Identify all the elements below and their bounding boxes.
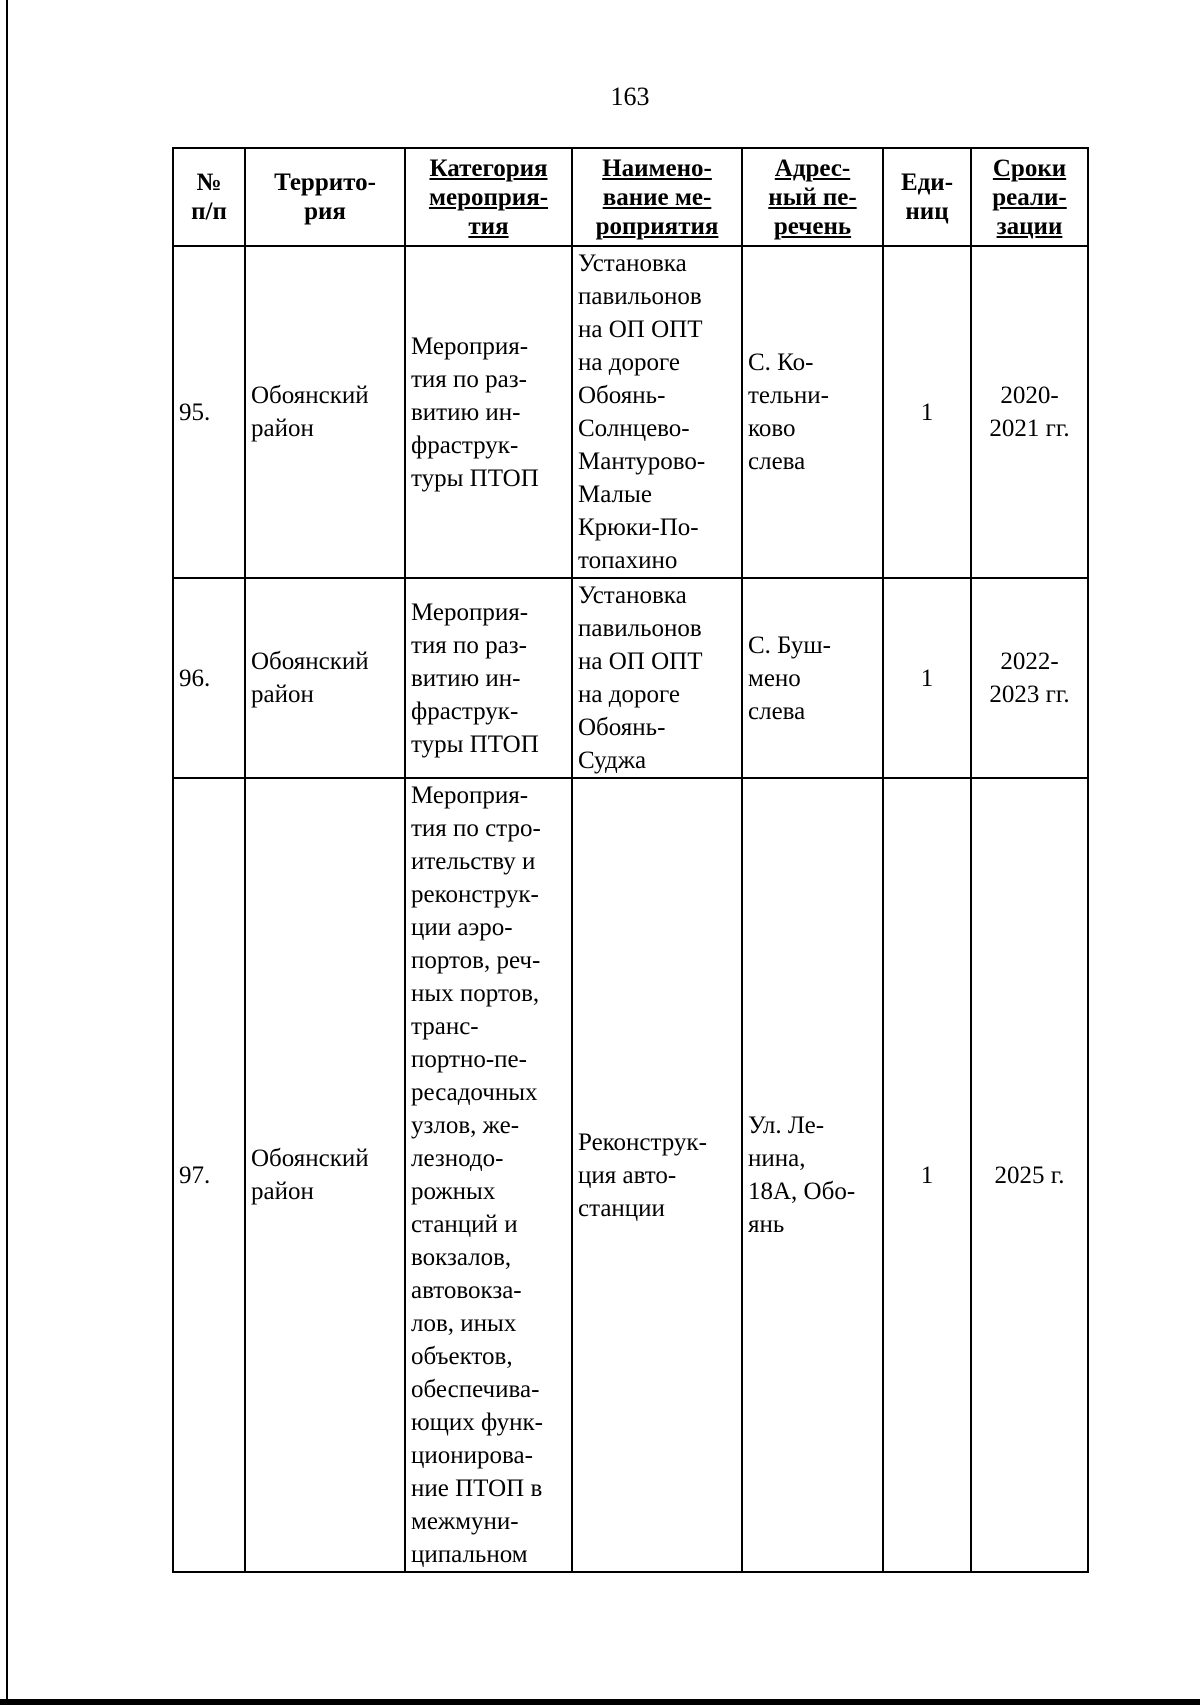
header-num: № п/п [173,148,245,246]
cell-name: Установка павильонов на ОП ОПТ на дороге Обоянь- Солнцево- Мантурово- Малые Крюки-По- топахино [572,246,742,578]
cell-category: Мероприя- тия по стро- ительству и реконструк- ции аэро- портов, реч- ных портов, транс- портно-пе- ресадочных узлов, же- лезнодо- рожных станций и вокзалов, автовокза- лов, иных объектов, обеспечива- ющих функ- ционирова- ние ПТОП в межмуни- ципальном [405,778,572,1572]
cell-name: Установка павильонов на ОП ОПТ на дороге Обоянь- Суджа [572,578,742,778]
cell-terms: 2025 г. [971,778,1088,1572]
table-header-row [173,148,1088,246]
header-units: Еди- ниц [883,148,971,246]
cell-address: С. Ко- тельни- ково слева [742,246,883,578]
cell-terms: 2022- 2023 гг. [971,578,1088,778]
table-row [173,778,1088,1572]
cell-address: Ул. Ле- нина, 18А, Обо- янь [742,778,883,1572]
cell-category: Мероприя- тия по раз- витию ин- фраструк- туры ПТОП [405,246,572,578]
cell-address: С. Буш- мено слева [742,578,883,778]
cell-num: 96. [173,578,245,778]
cell-terms: 2020- 2021 гг. [971,246,1088,578]
cell-units: 1 [883,578,971,778]
header-category: Категория мероприя- тия [405,148,572,246]
header-address: Адрес- ный пе- речень [742,148,883,246]
table-row [173,578,1088,778]
page-number: 163 [610,82,650,111]
header-territory: Террито- рия [245,148,405,246]
cell-territory: Обоянский район [245,778,405,1572]
table-row [173,246,1088,578]
scan-edge-bottom [0,1699,1200,1705]
header-terms: Сроки реали- зации [971,148,1088,246]
cell-name: Реконструк- ция авто- станции [572,778,742,1572]
cell-territory: Обоянский район [245,578,405,778]
cell-territory: Обоянский район [245,246,405,578]
measures-table [172,147,1089,1573]
cell-num: 97. [173,778,245,1572]
scan-edge-left [6,0,8,1705]
cell-units: 1 [883,246,971,578]
cell-units: 1 [883,778,971,1572]
header-name: Наимено- вание ме- роприятия [572,148,742,246]
cell-num: 95. [173,246,245,578]
cell-category: Мероприя- тия по раз- витию ин- фраструк- туры ПТОП [405,578,572,778]
